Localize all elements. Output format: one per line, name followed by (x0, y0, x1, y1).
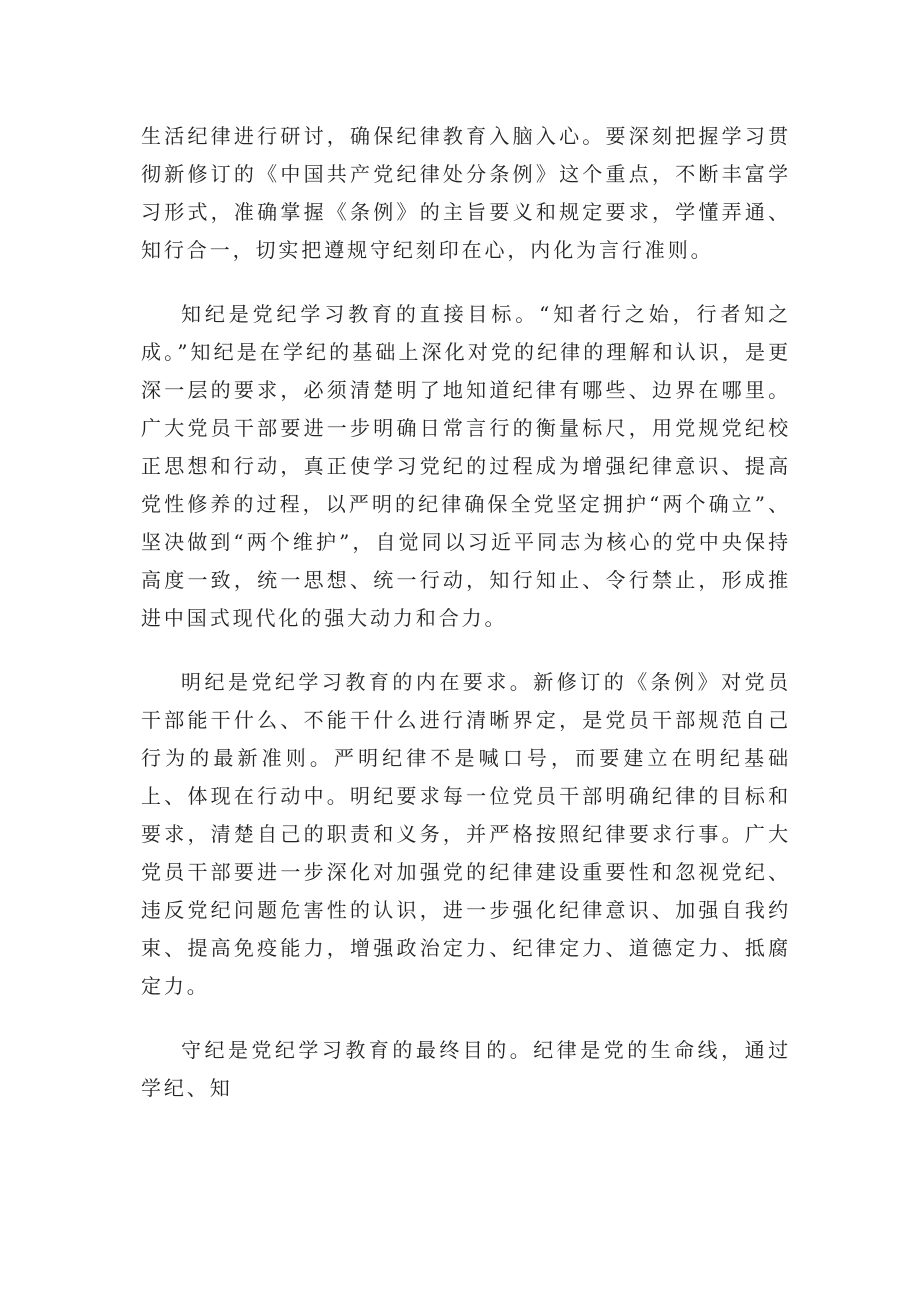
paragraph-3: 明纪是党纪学习教育的内在要求。新修订的《条例》对党员干部能干什么、不能干什么进行清晰界定，是党员干部规范自己行为的最新准则。严明纪律不是喊口号，而要建立在明纪基础上、体现在行动中。明纪要求每一位党员干部明确纪律的目标和要求，清楚自己的职责和义务，并严格按照纪律要求行事。广大党员干部要进一步深化对加强党的纪律建设重要性和忽视党纪、违反党纪问题危害性的认识，进一步强化纪律意识、加强自我约束、提高免疫能力，增强政治定力、纪律定力、道德定力、抵腐定力。 (141, 670, 791, 998)
paragraph-1: 生活纪律进行研讨，确保纪律教育入脑入心。要深刻把握学习贯彻新修订的《中国共产党纪律处分条例》这个重点，不断丰富学习形式，准确掌握《条例》的主旨要义和规定要求，学懂弄通、知行合一，切实把遵规守纪刻印在心，内化为言行准则。 (141, 124, 791, 262)
paragraph-2: 知纪是党纪学习教育的直接目标。“知者行之始，行者知之成。”知纪是在学纪的基础上深化对党的纪律的理解和认识，是更深一层的要求，必须清楚明了地知道纪律有哪些、边界在哪里。广大党员干部要进一步明确日常言行的衡量标尺，用党规党纪校正思想和行动，真正使学习党纪的过程成为增强纪律意识、提高党性修养的过程，以严明的纪律确保全党坚定拥护“两个确立”、坚决做到“两个维护”，自觉同以习近平同志为核心的党中央保持高度一致，统一思想、统一行动，知行知止、令行禁止，形成推进中国式现代化的强大动力和合力。 (141, 302, 791, 630)
paragraph-4: 守纪是党纪学习教育的最终目的。纪律是党的生命线，通过学纪、知 (141, 1038, 791, 1100)
document-body (141, 117, 791, 1133)
